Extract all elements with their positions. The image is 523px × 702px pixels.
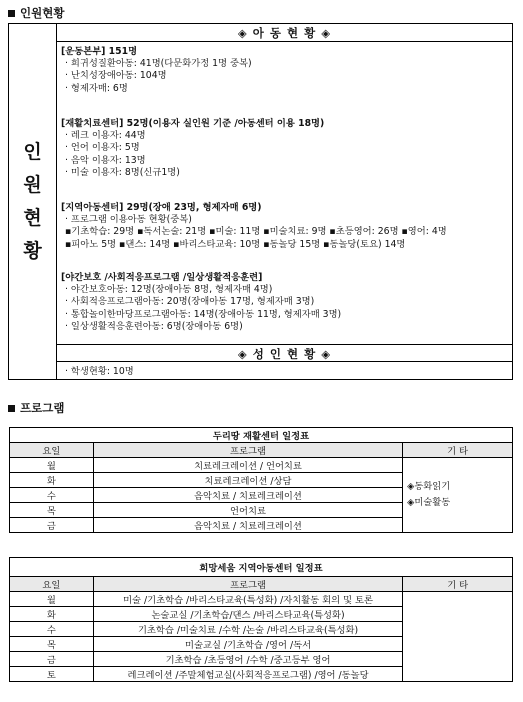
program-cell: 논술교실 /기초학습/댄스 /바리스타교육(특성화) — [93, 607, 403, 622]
block-item: · 통합놀이한마당프로그램아동: 14명(장애아동 11명, 형제자매 3명) — [65, 308, 342, 320]
block-rehab — [61, 118, 324, 179]
block-item: ▪피아노 5명 ▪댄스: 14명 ▪바리스타교육: 10명 ▪동놀당 15명 ▪동놀당(토요) 14명 — [65, 238, 406, 250]
program-cell: 음악치료 / 치료레크레이션 — [93, 518, 402, 533]
program-cell: 미술 /기초학습 /바리스타교육(특성화) /자치활동 회의 및 토론 — [93, 592, 403, 607]
block-item: · 프로그램 이용아동 현황(중복) — [65, 214, 192, 226]
block-sports — [61, 46, 252, 95]
status-box — [8, 23, 513, 380]
day-cell: 화 — [10, 607, 94, 622]
day-cell: 수 — [10, 488, 94, 503]
column-header: 프로그램 — [93, 443, 402, 458]
program-section-label: 프로그램 — [20, 401, 65, 415]
block-adult — [61, 366, 134, 378]
status-section-title — [8, 5, 64, 21]
program-cell: 언어치료 — [93, 503, 402, 518]
block-item: · 언어 이용자: 5명 — [65, 142, 140, 154]
block-item: · 음악 이용자: 13명 — [65, 154, 146, 166]
side-label — [9, 24, 57, 379]
adult-status-header: ◈ 성 인 현 황 ◈ — [57, 344, 512, 362]
rehab-schedule-table — [9, 427, 513, 533]
program-cell: 치료레크레이션 /상담 — [93, 473, 402, 488]
side-label-char: 인 — [23, 140, 42, 163]
block-title: [지역아동센터] 29명(장애 23명, 형제자매 6명) — [61, 202, 262, 213]
side-label-char: 황 — [23, 239, 42, 262]
day-cell: 토 — [10, 667, 94, 682]
program-cell: 치료레크레이션 / 언어치료 — [93, 458, 402, 473]
day-cell: 월 — [10, 592, 94, 607]
program-cell: 음악치료 / 치료레크레이션 — [93, 488, 402, 503]
block-title: [운동본부] 151명 — [61, 46, 138, 57]
etc-item: ◈미술활동 — [407, 497, 451, 508]
program-cell: 기초학습 /초등영어 /수학 /중고등부 영어 — [93, 652, 403, 667]
day-cell: 수 — [10, 622, 94, 637]
side-label-char: 원 — [23, 173, 42, 196]
program-cell: 레크레이션 /주말체험교실(사회적응프로그램) /영어 /동놀당 — [93, 667, 403, 682]
day-cell: 화 — [10, 473, 94, 488]
day-cell: 월 — [10, 458, 94, 473]
block-title: [재활치료센터] 52명(이용자 실인원 기준 /아동센터 이용 18명) — [61, 118, 325, 129]
block-item: · 학생현황: 10명 — [65, 366, 134, 377]
table-row — [10, 458, 513, 473]
child-status-header: ◈ 아 동 현 황 ◈ — [57, 24, 512, 42]
block-item: · 형제자매: 6명 — [65, 82, 128, 94]
column-header: 요일 — [10, 443, 94, 458]
block-item: · 희귀성질환아동: 41명(다문화가정 1명 중복) — [65, 58, 252, 70]
day-cell: 금 — [10, 518, 94, 533]
block-item: · 사회적응프로그램아동: 20명(장애아동 17명, 형제자매 3명) — [65, 296, 315, 308]
block-item: · 야간보호아동: 12명(장애아동 8명, 형제자매 4명) — [65, 284, 273, 296]
block-item: · 레크 이용자: 44명 — [65, 130, 146, 142]
etc-cell — [403, 458, 513, 533]
etc-cell — [403, 592, 513, 682]
block-item: · 난치성장애아동: 104명 — [65, 70, 167, 82]
side-label-char: 현 — [23, 206, 42, 229]
block-item: · 일상생활적응훈련아동: 6명(장애아동 6명) — [65, 320, 243, 332]
column-header: 기 타 — [403, 577, 513, 592]
day-cell: 금 — [10, 652, 94, 667]
table-title: 희망세움 지역아동센터 일정표 — [10, 558, 513, 577]
program-cell: 미술교실 /기초학습 /영어 /독서 — [93, 637, 403, 652]
day-cell: 목 — [10, 503, 94, 518]
status-section-label: 인원현황 — [20, 6, 65, 20]
block-item: · 미술 이용자: 8명(신규1명) — [65, 166, 180, 178]
program-cell: 기초학습 /미술치료 /수학 /논술 /바리스타교육(특성화) — [93, 622, 403, 637]
table-row — [10, 592, 513, 607]
square-bullet-icon — [8, 405, 15, 412]
square-bullet-icon — [8, 10, 15, 17]
table-title: 두리땅 재활센터 일정표 — [10, 428, 513, 443]
day-cell: 목 — [10, 637, 94, 652]
community-schedule-table — [9, 557, 513, 682]
program-section-title — [8, 400, 64, 416]
block-title: [야간보호 /사회적응프로그램 /일상생활적응훈련] — [61, 272, 263, 283]
block-community-center — [61, 202, 447, 251]
column-header: 프로그램 — [93, 577, 403, 592]
block-night-care — [61, 272, 341, 333]
etc-item: ◈동화읽기 — [407, 481, 451, 492]
block-item: ▪기초학습: 29명 ▪독서논술: 21명 ▪미술: 11명 ▪미술치료: 9명 ▪초등영어: 26명 ▪영어: 4명 — [65, 226, 447, 238]
column-header: 요일 — [10, 577, 94, 592]
column-header: 기 타 — [403, 443, 513, 458]
